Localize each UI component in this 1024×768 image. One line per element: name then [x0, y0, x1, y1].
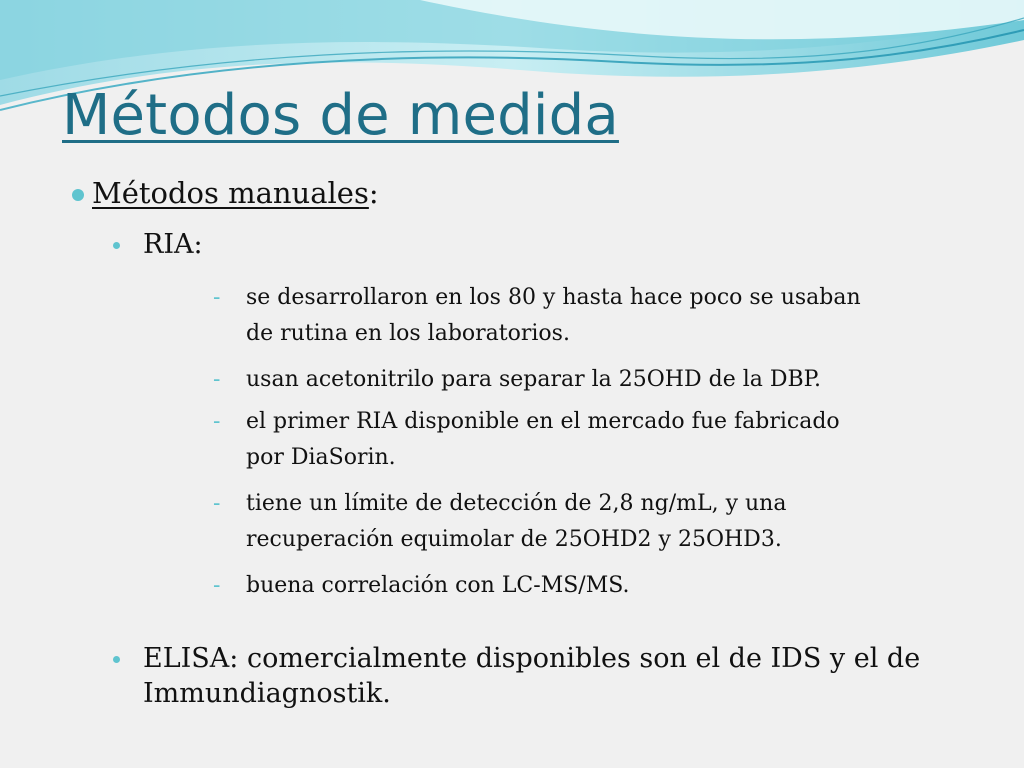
- elisa-text: ELISA: comercialmente disponibles son el de IDS y el de Immundiagnostik.: [143, 643, 921, 709]
- ria-item-text: buena correlación con LC-MS/MS.: [246, 573, 630, 598]
- dash-bullet-icon: -: [213, 409, 221, 434]
- dash-bullet-icon: -: [213, 285, 221, 310]
- ria-item-text: usan acetonitrilo para separar la 25OHD de la DBP.: [246, 367, 822, 392]
- metodos-manuales-colon: :: [368, 176, 379, 210]
- round-bullet-icon: [72, 189, 84, 201]
- ria-label: RIA:: [143, 229, 203, 260]
- metodos-manuales-label: Métodos manuales: [92, 176, 369, 210]
- dash-bullet-icon: -: [213, 367, 221, 392]
- ria-item-text: se desarrollaron en los 80 y hasta hace poco se usaban de rutina en los laboratorios.: [246, 285, 861, 346]
- dash-bullet-icon: -: [213, 573, 221, 598]
- round-bullet-icon: [113, 656, 120, 663]
- round-bullet-icon: [113, 242, 120, 249]
- ria-item-text: el primer RIA disponible en el mercado fue fabricado por DiaSorin.: [246, 409, 840, 470]
- ria-item-text: tiene un límite de detección de 2,8 ng/mL, y una recuperación equimolar de 25OHD2 y 25OHD3.: [246, 491, 787, 552]
- slide-title: Métodos de medida: [62, 83, 619, 148]
- dash-bullet-icon: -: [213, 491, 221, 516]
